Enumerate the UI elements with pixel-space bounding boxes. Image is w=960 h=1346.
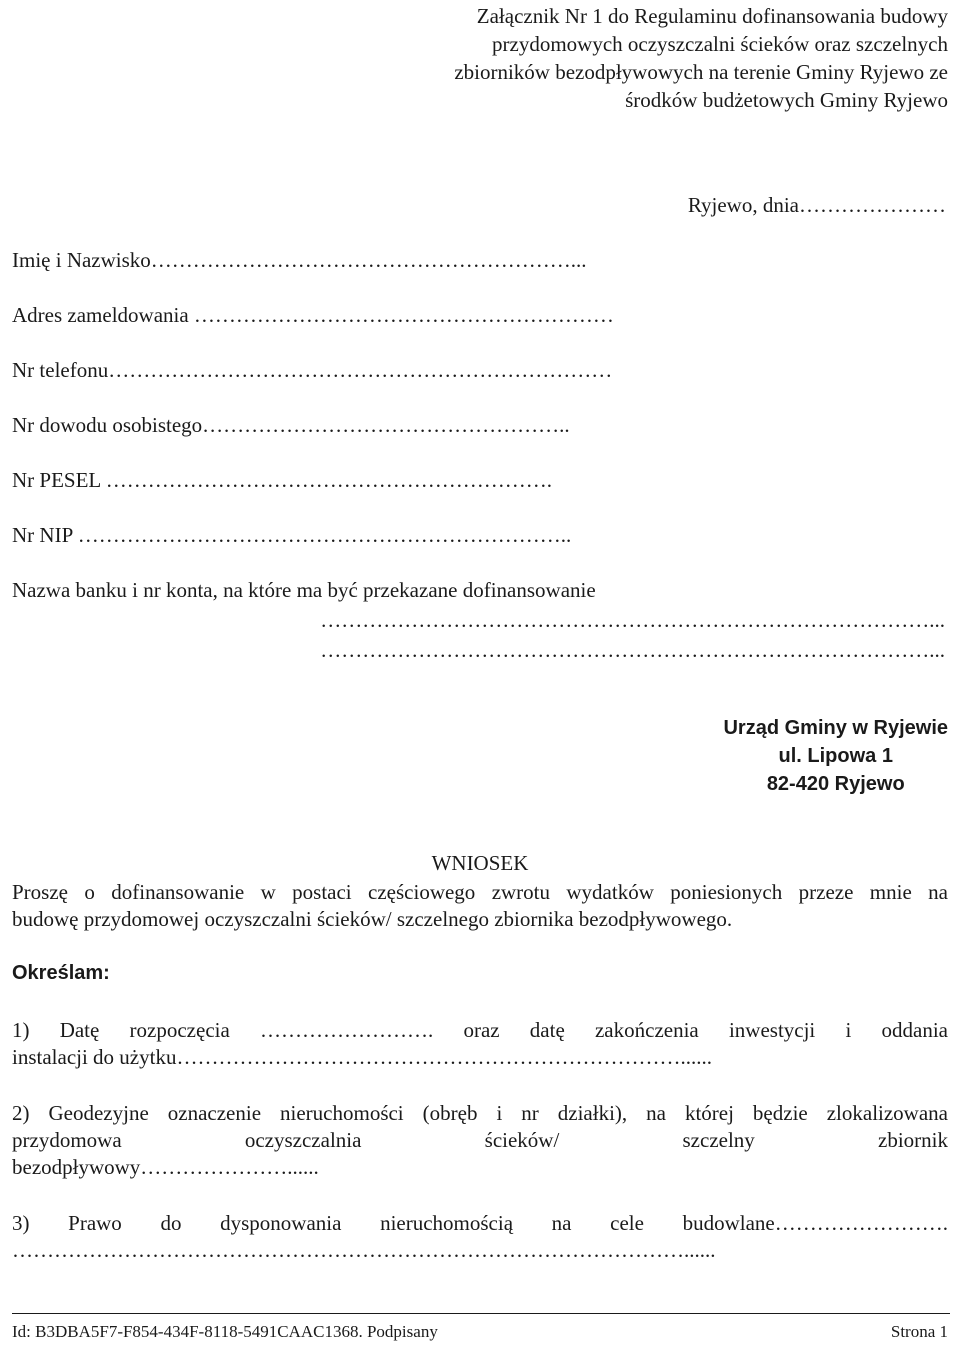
item-2-line-1: 2) Geodezyjne oznaczenie nieruchomości (obręb i nr działki), na której będzie zlokalizowana [12, 1101, 948, 1125]
item-1-line-2: instalacji do użytku………………………………………………………………...... [12, 1045, 712, 1069]
footer-divider [12, 1313, 950, 1314]
header-note-line-1: Załącznik Nr 1 do Regulaminu dofinansowania budowy [476, 4, 948, 28]
item-3-line-2: ……………………………………………………………………………………...... [12, 1238, 716, 1262]
phone-field: Nr telefonu……………………………………………………………… [12, 358, 613, 382]
item-1-line-1: 1) Datę rozpoczęcia ……………………. oraz datę zakończenia inwestycji i oddania [12, 1018, 948, 1042]
document-title: WNIOSEK [431, 851, 529, 875]
bank-account-line-2: ……………………………………………………………………………... [320, 638, 945, 662]
pesel-field: Nr PESEL ………………………………………………………. [12, 468, 552, 492]
item-2-line-2: przydomowa oczyszczalnia ścieków/ szczelny zbiornik [12, 1128, 948, 1152]
determine-label: Określam: [12, 962, 110, 984]
header-note-line-3: zbiorników bezodpływowych na terenie Gminy Ryjewo ze [454, 60, 948, 84]
item-2-line-3: bezodpływowy…………………...... [12, 1155, 319, 1179]
item-3-line-1: 3) Prawo do dysponowania nieruchomością na cele budowlane……………………. [12, 1211, 948, 1235]
header-note-line-4: środków budżetowych Gminy Ryjewo [625, 88, 948, 112]
footer-document-id: Id: B3DBA5F7-F854-434F-8118-5491CAAC1368. Podpisany [12, 1322, 438, 1341]
footer-page-number: Strona 1 [890, 1322, 948, 1341]
id-card-field: Nr dowodu osobistego…………………………………………….. [12, 413, 570, 437]
bank-account-label: Nazwa banku i nr konta, na które ma być przekazane dofinansowanie [12, 578, 596, 602]
request-text-line-1: Proszę o dofinansowanie w postaci częściowego zwrotu wydatków poniesionych przeze mnie na [12, 880, 948, 904]
addressee-city: 82-420 Ryjewo [766, 773, 905, 795]
attachment-header-note [328, 2, 948, 114]
bank-account-line-1: ……………………………………………………………………………... [320, 608, 945, 632]
nip-field: Nr NIP …………………………………………………………….. [12, 523, 572, 547]
header-note-line-2: przydomowych oczyszczalni ścieków oraz szczelnych [492, 32, 948, 56]
addressee-office: Urząd Gminy w Ryjewie [723, 717, 948, 739]
address-field: Adres zameldowania …………………………………………………… [12, 303, 614, 327]
addressee-street: ul. Lipowa 1 [778, 745, 893, 767]
addressee-block [723, 714, 948, 798]
name-field: Imię i Nazwisko……………………………………………………... [12, 248, 587, 272]
place-date-line: Ryjewo, dnia………………… [687, 193, 946, 217]
request-text-line-2: budowę przydomowej oczyszczalni ścieków/ szczelnego zbiornika bezodpływowego. [12, 907, 733, 931]
